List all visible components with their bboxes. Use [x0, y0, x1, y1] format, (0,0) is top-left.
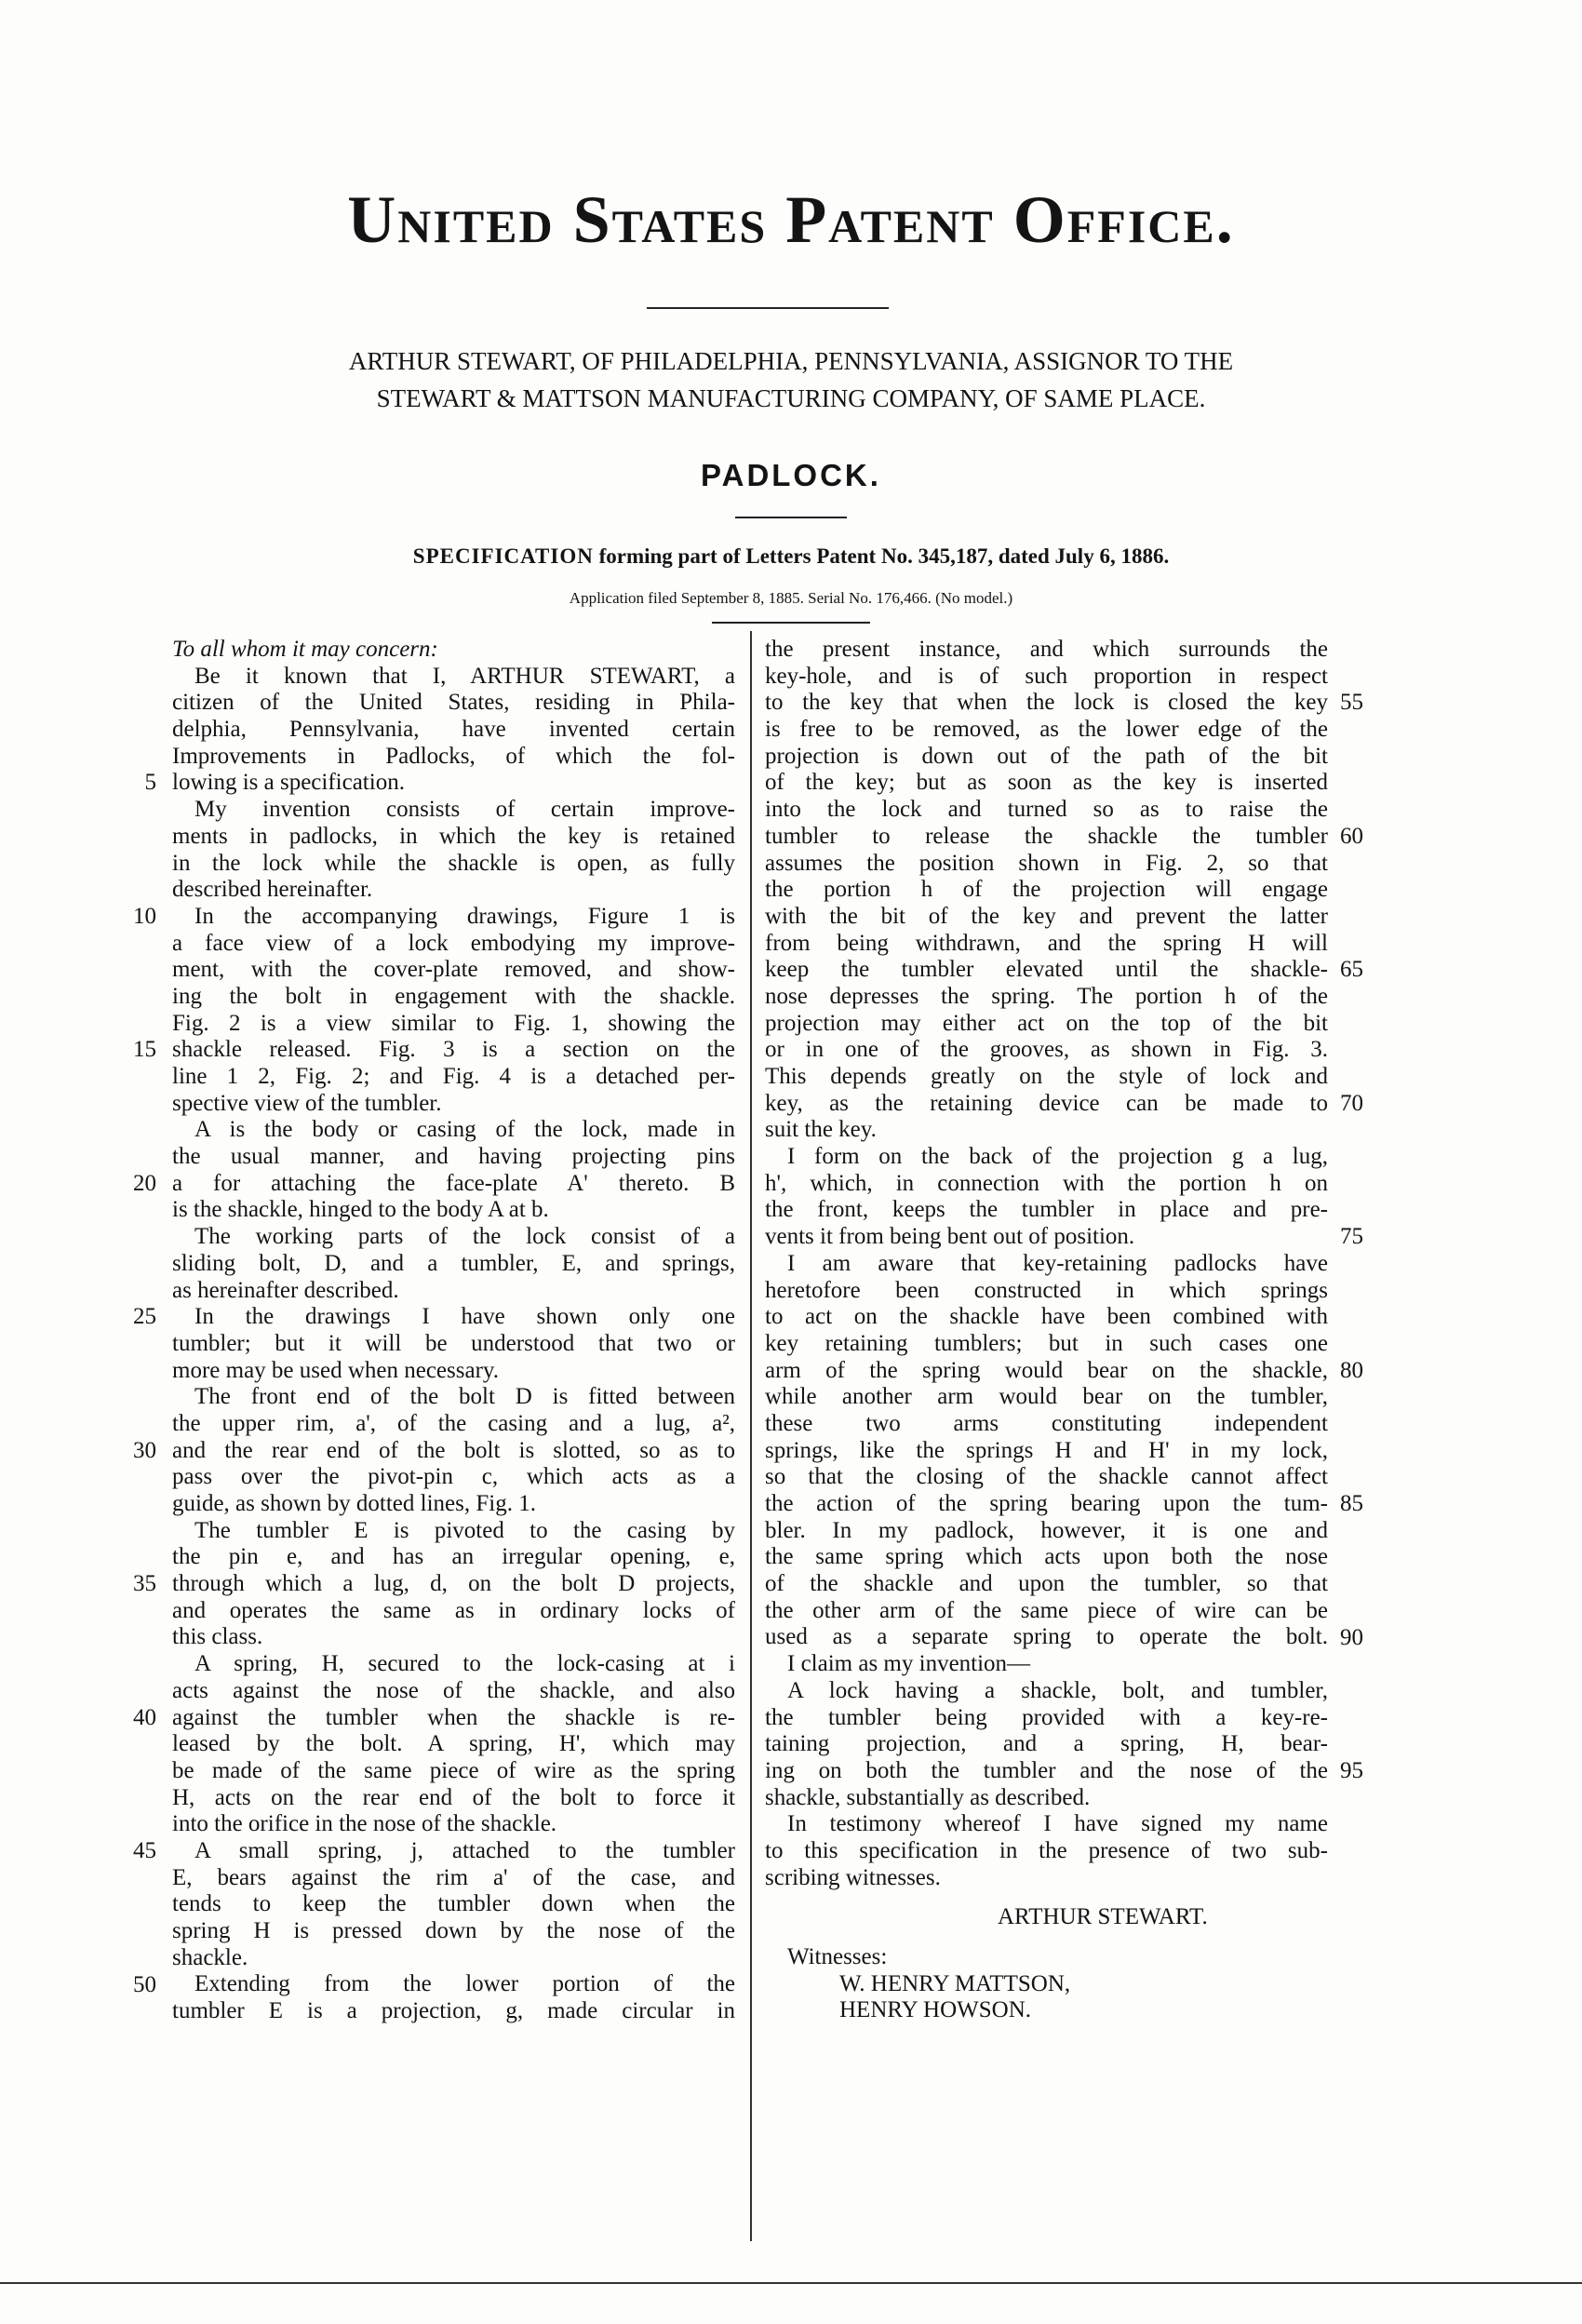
text-line: suit the key.	[765, 1117, 877, 1143]
text-line: into the lock and turned so as to raise the	[765, 797, 1328, 823]
text-line: heretofore been constructed in which springs	[765, 1277, 1328, 1303]
text-line: to the key that when the lock is closed the key	[765, 690, 1328, 716]
text-line: pass over the pivot-pin c, which acts as a	[172, 1464, 735, 1490]
application-rule	[712, 622, 870, 624]
text-line: while another arm would bear on the tumbler,	[765, 1384, 1328, 1410]
text-line: the portion h of the projection will engage	[765, 877, 1328, 903]
text-line: A spring, H, secured to the lock-casing at i	[194, 1651, 735, 1677]
text-line: delphia, Pennsylvania, have invented certain	[172, 717, 735, 743]
text-line: tumbler E is a projection, g, made circular in	[172, 1998, 735, 2024]
left-column	[172, 637, 735, 2025]
patent-title-rule	[735, 517, 847, 518]
text-line: tumbler to release the shackle the tumbler	[765, 823, 1328, 849]
text-line: used as a separate spring to operate the bolt.	[765, 1624, 1328, 1650]
inventor-line: ARTHUR STEWART, OF PHILADELPHIA, PENNSYLVANIA, ASSIGNOR TO THE	[348, 347, 1234, 375]
specification-rest: forming part of Letters Patent No. 345,187, dated July 6, 1886.	[598, 544, 1170, 568]
text-line: a for attaching the face-plate A' thereto. B	[172, 1170, 735, 1196]
line-number: 5	[144, 770, 156, 795]
column-divider	[750, 631, 752, 2241]
claim-line: A lock having a shackle, bolt, and tumbler,	[787, 1677, 1328, 1703]
text-line: This depends greatly on the style of lock and	[765, 1064, 1328, 1089]
text-line: line 1 2, Fig. 2; and Fig. 4 is a detached per-	[172, 1064, 735, 1089]
line-number: 50	[133, 1972, 156, 1997]
office-title: United States Patent Office.	[347, 182, 1235, 257]
text-line: so that the closing of the shackle cannot affect	[765, 1464, 1328, 1490]
text-line: with the bit of the key and prevent the latter	[765, 903, 1328, 929]
bottom-rule	[0, 2282, 1582, 2284]
text-line: H, acts on the rear end of the bolt to force it	[172, 1784, 735, 1810]
text-line: springs, like the springs H and H' in my lock,	[765, 1437, 1328, 1463]
text-line: the other arm of the same piece of wire can be	[765, 1597, 1328, 1623]
line-number: 45	[133, 1838, 156, 1863]
text-line: assumes the position shown in Fig. 2, so that	[765, 850, 1328, 876]
inventor-signature: ARTHUR STEWART.	[998, 1904, 1208, 1930]
text-line: guide, as shown by dotted lines, Fig. 1.	[172, 1491, 536, 1516]
text-line: I form on the back of the projection g a lug,	[787, 1144, 1328, 1170]
line-number: 20	[133, 1171, 156, 1196]
text-line: A is the body or casing of the lock, made in	[194, 1117, 735, 1143]
text-line: or in one of the grooves, as shown in Fig. 3.	[765, 1037, 1328, 1063]
text-line: the usual manner, and having projecting pins	[172, 1144, 735, 1170]
claim-intro: I claim as my invention—	[787, 1651, 1031, 1677]
line-number: 90	[1340, 1625, 1363, 1650]
text-line: scribing witnesses.	[765, 1864, 941, 1890]
text-line: acts against the nose of the shackle, and also	[172, 1677, 735, 1703]
text-line: shackle.	[172, 1944, 248, 1970]
text-line: A small spring, j, attached to the tumbler	[194, 1837, 735, 1863]
text-line: The tumbler E is pivoted to the casing by	[194, 1517, 735, 1543]
text-line: the pin e, and has an irregular opening, e,	[172, 1544, 735, 1570]
text-line: more may be used when necessary.	[172, 1357, 500, 1383]
text-line: spring H is pressed down by the nose of the	[172, 1918, 735, 1943]
text-line: The working parts of the lock consist of a	[194, 1224, 735, 1250]
patent-title: PADLOCK.	[701, 458, 881, 492]
text-line: described hereinafter.	[172, 877, 373, 903]
line-number: 95	[1340, 1758, 1363, 1783]
text-line: tends to keep the tumbler down when the	[172, 1891, 735, 1917]
text-line: key-hole, and is of such proportion in respect	[765, 663, 1328, 689]
text-line: the front, keeps the tumbler in place and pre-	[765, 1197, 1328, 1223]
text-line: lowing is a specification.	[172, 770, 405, 796]
text-line: spective view of the tumbler.	[172, 1090, 442, 1116]
text-line: is free to be removed, as the lower edge of the	[765, 717, 1328, 743]
application-line: Application filed September 8, 1885. Serial No. 176,466. (No model.)	[569, 589, 1013, 607]
inventor-block	[0, 343, 1582, 417]
text-line: shackle released. Fig. 3 is a section on the	[172, 1037, 735, 1063]
line-number: 10	[133, 904, 156, 929]
salutation: To all whom it may concern:	[172, 637, 438, 662]
text-line: is the shackle, hinged to the body A at b.	[172, 1197, 549, 1223]
text-line: against the tumbler when the shackle is re-	[172, 1704, 735, 1730]
line-number: 70	[1340, 1091, 1363, 1116]
text-line: the present instance, and which surrounds the	[765, 637, 1328, 662]
witness-name: HENRY HOWSON.	[839, 1997, 1032, 2023]
text-line: be made of the same piece of wire as the spring	[172, 1757, 735, 1783]
text-line: Fig. 2 is a view similar to Fig. 1, showing the	[172, 1010, 735, 1036]
text-line: In the accompanying drawings, Figure 1 is	[194, 903, 735, 929]
witnesses-label: Witnesses:	[787, 1944, 888, 1969]
text-line: the upper rim, a', of the casing and a lug, a²,	[172, 1410, 735, 1436]
text-line: My invention consists of certain improve-	[194, 797, 735, 823]
text-line: through which a lug, d, on the bolt D projects,	[172, 1571, 735, 1597]
claim-line: shackle, substantially as described.	[765, 1784, 1091, 1810]
text-line: these two arms constituting independent	[765, 1410, 1328, 1436]
text-line: Extending from the lower portion of the	[194, 1971, 735, 1997]
text-line: projection may either act on the top of the bit	[765, 1010, 1328, 1036]
text-line: tumbler; but it will be understood that two or	[172, 1330, 735, 1356]
text-line: sliding bolt, D, and a tumbler, E, and springs,	[172, 1250, 735, 1276]
text-line: from being withdrawn, and the spring H will	[765, 930, 1328, 956]
line-number: 15	[133, 1037, 156, 1062]
text-line: to this specification in the presence of two sub-	[765, 1837, 1328, 1863]
title-rule	[647, 307, 889, 309]
text-line: of the key; but as soon as the key is inserted	[765, 770, 1328, 796]
text-line: E, bears against the rim a' of the case, and	[172, 1864, 735, 1890]
text-line: a face view of a lock embodying my improve-	[172, 930, 735, 956]
line-number: 80	[1340, 1358, 1363, 1383]
claim-line: taining projection, and a spring, H, bear-	[765, 1731, 1328, 1757]
text-line: and operates the same as in ordinary locks of	[172, 1597, 735, 1623]
text-line: the same spring which acts upon both the nose	[765, 1544, 1328, 1570]
text-line: bler. In my padlock, however, it is one and	[765, 1517, 1328, 1543]
text-line: key retaining tumblers; but in such cases one	[765, 1330, 1328, 1356]
witness-name: W. HENRY MATTSON,	[839, 1970, 1071, 1996]
text-line: as hereinafter described.	[172, 1277, 399, 1303]
specification-lead: SPECIFICATION	[412, 544, 594, 568]
claim-line: the tumbler being provided with a key-re-	[765, 1704, 1328, 1730]
line-number: 55	[1340, 690, 1363, 715]
line-number: 35	[133, 1571, 156, 1596]
line-number: 85	[1340, 1491, 1363, 1516]
text-line: leased by the bolt. A spring, H', which may	[172, 1731, 735, 1757]
text-line: arm of the spring would bear on the shackle,	[765, 1357, 1328, 1383]
line-number: 40	[133, 1705, 156, 1730]
inventor-line: STEWART & MATTSON MANUFACTURING COMPANY, OF SAME PLACE.	[376, 384, 1206, 412]
text-line: ment, with the cover-plate removed, and show-	[172, 957, 735, 983]
text-line: ments in padlocks, in which the key is retained	[172, 823, 735, 849]
text-line: Improvements in Padlocks, of which the fol-	[172, 743, 735, 769]
text-line: In testimony whereof I have signed my name	[787, 1811, 1328, 1837]
text-line: and the rear end of the bolt is slotted, so as to	[172, 1437, 735, 1463]
text-line: key, as the retaining device can be made to	[765, 1090, 1328, 1116]
line-number: 65	[1340, 957, 1363, 982]
line-number: 25	[133, 1304, 156, 1329]
text-line: citizen of the United States, residing in Phila-	[172, 690, 735, 716]
text-line: In the drawings I have shown only one	[194, 1304, 735, 1330]
text-line: ing the bolt in engagement with the shackle.	[172, 983, 735, 1009]
text-line: of the shackle and upon the tumbler, so that	[765, 1571, 1328, 1597]
specification-line	[0, 544, 1582, 569]
text-line: I am aware that key-retaining padlocks have	[787, 1250, 1328, 1276]
claim-line: ing on both the tumbler and the nose of the	[765, 1757, 1328, 1783]
text-line: this class.	[172, 1624, 263, 1650]
text-line: The front end of the bolt D is fitted between	[194, 1384, 735, 1410]
text-line: h', which, in connection with the portion h on	[765, 1170, 1328, 1196]
text-line: keep the tumbler elevated until the shackle-	[765, 957, 1328, 983]
line-number: 75	[1340, 1224, 1363, 1249]
text-line: in the lock while the shackle is open, as fully	[172, 850, 735, 876]
text-line: into the orifice in the nose of the shackle.	[172, 1811, 557, 1837]
text-line: Be it known that I, ARTHUR STEWART, a	[194, 663, 735, 689]
text-line: projection is down out of the path of the bit	[765, 743, 1328, 769]
line-number: 60	[1340, 824, 1363, 849]
line-number: 30	[133, 1438, 156, 1463]
text-line: vents it from being bent out of position.	[765, 1224, 1135, 1250]
text-line: nose depresses the spring. The portion h of the	[765, 983, 1328, 1009]
right-column	[765, 637, 1328, 2024]
text-line: the action of the spring bearing upon the tum-	[765, 1491, 1328, 1516]
text-line: to act on the shackle have been combined with	[765, 1304, 1328, 1330]
